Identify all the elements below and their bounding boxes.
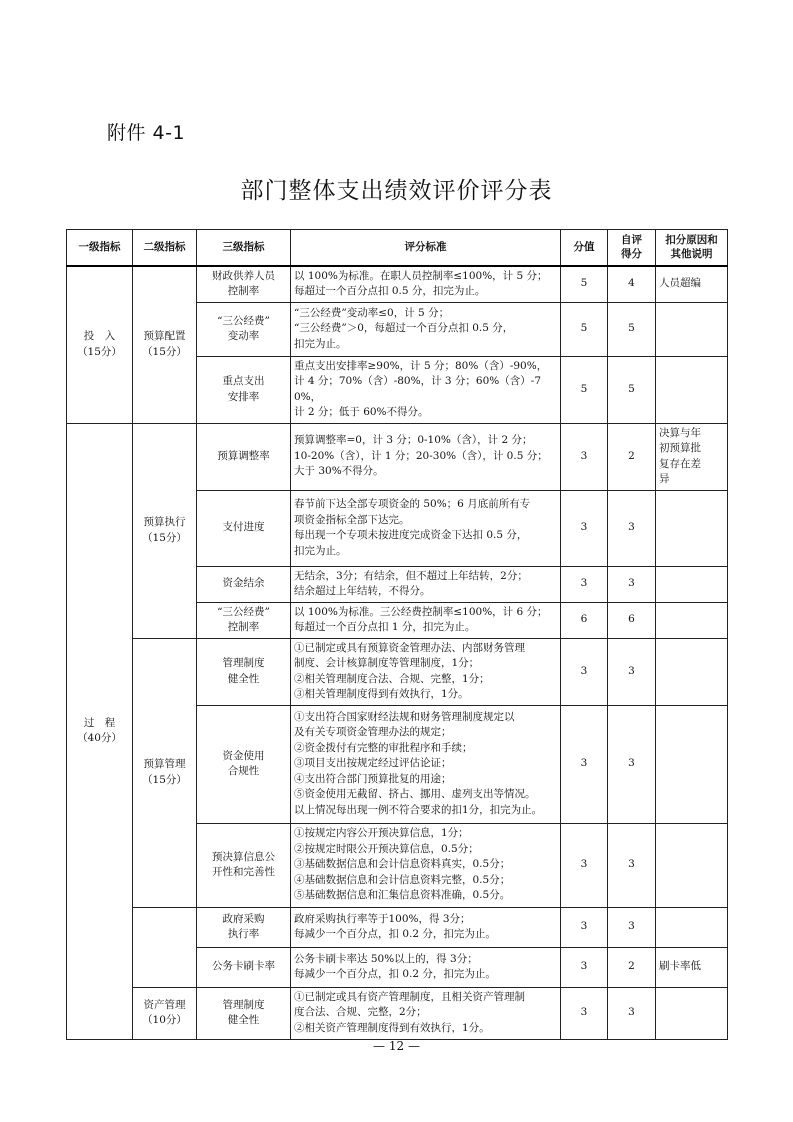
level3-cell: 预决算信息公 开性和完善性 <box>197 823 291 907</box>
table-row <box>67 638 728 705</box>
self-score-cell: 3 <box>608 987 656 1039</box>
standard-cell: 政府采购执行率等于100%，得 3分； 每减少一个百分点，扣 0.2 分，扣完为止。 <box>291 907 561 947</box>
level3-cell: 重点支出 安排率 <box>197 356 291 423</box>
note-cell <box>656 302 728 356</box>
level3-cell: 管理制度 健全性 <box>197 638 291 705</box>
header-standard: 评分标准 <box>291 230 561 266</box>
header-self-score: 自评 得分 <box>608 230 656 266</box>
note-cell <box>656 823 728 907</box>
score-cell: 5 <box>561 356 608 423</box>
self-score-cell: 4 <box>608 266 656 303</box>
self-score-cell: 5 <box>608 302 656 356</box>
level3-cell: “三公经费” 控制率 <box>197 602 291 638</box>
note-cell: 人员超编 <box>656 266 728 303</box>
level2-cell-empty <box>133 907 197 987</box>
header-score: 分值 <box>561 230 608 266</box>
note-cell <box>656 566 728 602</box>
score-cell: 3 <box>561 705 608 823</box>
level3-cell: 管理制度 健全性 <box>197 987 291 1039</box>
header-level1: 一级指标 <box>67 230 133 266</box>
level2-cell: 预算配置 （15分） <box>133 266 197 424</box>
self-score-cell: 3 <box>608 490 656 566</box>
table-row <box>67 266 728 303</box>
self-score-cell: 2 <box>608 423 656 490</box>
score-cell: 3 <box>561 907 608 947</box>
score-cell: 3 <box>561 987 608 1039</box>
self-score-cell: 3 <box>608 907 656 947</box>
header-note: 扣分原因和 其他说明 <box>656 230 728 266</box>
page-title: 部门整体支出绩效评价评分表 <box>240 178 553 204</box>
level3-cell: 公务卡刷卡率 <box>197 947 291 987</box>
level3-cell: 资金结余 <box>197 566 291 602</box>
note-cell <box>656 987 728 1039</box>
standard-cell: 无结余，3分；有结余，但不超过上年结转，2分； 结余超过上年结转，不得分。 <box>291 566 561 602</box>
standard-cell: 春节前下达全部专项资金的 50%；6 月底前所有专 项资金指标全部下达完。 每出现一个专项未按进度完成资金下达扣 0.5 分， 扣完为止。 <box>291 490 561 566</box>
score-cell: 3 <box>561 566 608 602</box>
table-row <box>67 907 728 947</box>
score-cell: 6 <box>561 602 608 638</box>
score-cell: 3 <box>561 823 608 907</box>
score-cell: 5 <box>561 266 608 303</box>
standard-cell: 以 100%为标准。在职人员控制率≤100%，计 5 分； 每超过一个百分点扣 0.5 分，扣完为止。 <box>291 266 561 303</box>
level1-cell: 投 入 （15分） <box>67 266 133 424</box>
level2-cell: 资产管理 （10分） <box>133 987 197 1039</box>
score-cell: 5 <box>561 302 608 356</box>
note-cell <box>656 602 728 638</box>
note-cell <box>656 705 728 823</box>
level1-cell: 过 程 （40分） <box>67 423 133 1039</box>
self-score-cell: 3 <box>608 566 656 602</box>
self-score-cell: 6 <box>608 602 656 638</box>
annex-label: 附件 4-1 <box>107 122 186 144</box>
table-row <box>67 423 728 490</box>
page-number: — 12 — <box>373 1039 420 1053</box>
standard-cell: 重点支出安排率≥90%，计 5 分；80%（含）-90%， 计 4 分；70%（含）-80%，计 3 分；60%（含）-70%， 计 2 分；低于 60%不得分。 <box>291 356 561 423</box>
self-score-cell: 3 <box>608 705 656 823</box>
evaluation-score-table <box>66 229 728 1040</box>
note-cell <box>656 490 728 566</box>
self-score-cell: 5 <box>608 356 656 423</box>
note-cell <box>656 638 728 705</box>
note-cell: 决算与年 初预算批 复存在差 异 <box>656 423 728 490</box>
standard-cell: ①已制定或具有资产管理制度，且相关资产管理制 度合法、合规、完整，2分； ②相关资产管理制度得到有效执行，1分。 <box>291 987 561 1039</box>
note-cell <box>656 907 728 947</box>
self-score-cell: 3 <box>608 638 656 705</box>
header-level2: 二级指标 <box>133 230 197 266</box>
table-row <box>67 987 728 1039</box>
standard-cell: ①按规定内容公开预决算信息，1分； ②按规定时限公开预决算信息，0.5分； ③基础数据信息和会计信息资料真实，0.5分； ④基础数据信息和会计信息资料完整，0.5分； ⑤基础数据信息和汇集信息资料准确，0.5分。 <box>291 823 561 907</box>
level3-cell: “三公经费” 变动率 <box>197 302 291 356</box>
standard-cell: ①支出符合国家财经法规和财务管理制度规定以 及有关专项资金管理办法的规定； ②资金拨付有完整的审批程序和手续； ③项目支出按规定经过评估论证； ④支出符合部门预算批复的用途； ⑤资金使用无截留、挤占、挪用、虚列支出等情况。 以上情况每出现一例不符合要求的扣1分，扣完为止。 <box>291 705 561 823</box>
level3-cell: 政府采购 执行率 <box>197 907 291 947</box>
score-cell: 3 <box>561 638 608 705</box>
level3-cell: 支付进度 <box>197 490 291 566</box>
self-score-cell: 2 <box>608 947 656 987</box>
level2-cell: 预算执行 （15分） <box>133 423 197 638</box>
standard-cell: 以 100%为标准。三公经费控制率≤100%，计 6 分； 每超过一个百分点扣 1 分，扣完为止。 <box>291 602 561 638</box>
score-cell: 3 <box>561 490 608 566</box>
level3-cell: 资金使用 合规性 <box>197 705 291 823</box>
score-cell: 3 <box>561 947 608 987</box>
level2-cell: 预算管理 （15分） <box>133 638 197 907</box>
self-score-cell: 3 <box>608 823 656 907</box>
standard-cell: ①已制定或具有预算资金管理办法、内部财务管理 制度、会计核算制度等管理制度，1分； ②相关管理制度合法、合规、完整，1分； ③相关管理制度得到有效执行，1分。 <box>291 638 561 705</box>
standard-cell: 公务卡刷卡率达 50%以上的，得 3分； 每减少一个百分点，扣 0.2 分，扣完为止。 <box>291 947 561 987</box>
note-cell <box>656 356 728 423</box>
standard-cell: 预算调整率=0，计 3 分；0-10%（含），计 2 分； 10-20%（含），计 1 分；20-30%（含），计 0.5 分； 大于 30%不得分。 <box>291 423 561 490</box>
header-level3: 三级指标 <box>197 230 291 266</box>
level3-cell: 财政供养人员 控制率 <box>197 266 291 303</box>
note-cell: 刷卡率低 <box>656 947 728 987</box>
standard-cell: “三公经费”变动率≤0，计 5 分； “三公经费”＞0，每超过一个百分点扣 0.5 分， 扣完为止。 <box>291 302 561 356</box>
level3-cell: 预算调整率 <box>197 423 291 490</box>
table-header-row <box>67 230 728 266</box>
score-cell: 3 <box>561 423 608 490</box>
